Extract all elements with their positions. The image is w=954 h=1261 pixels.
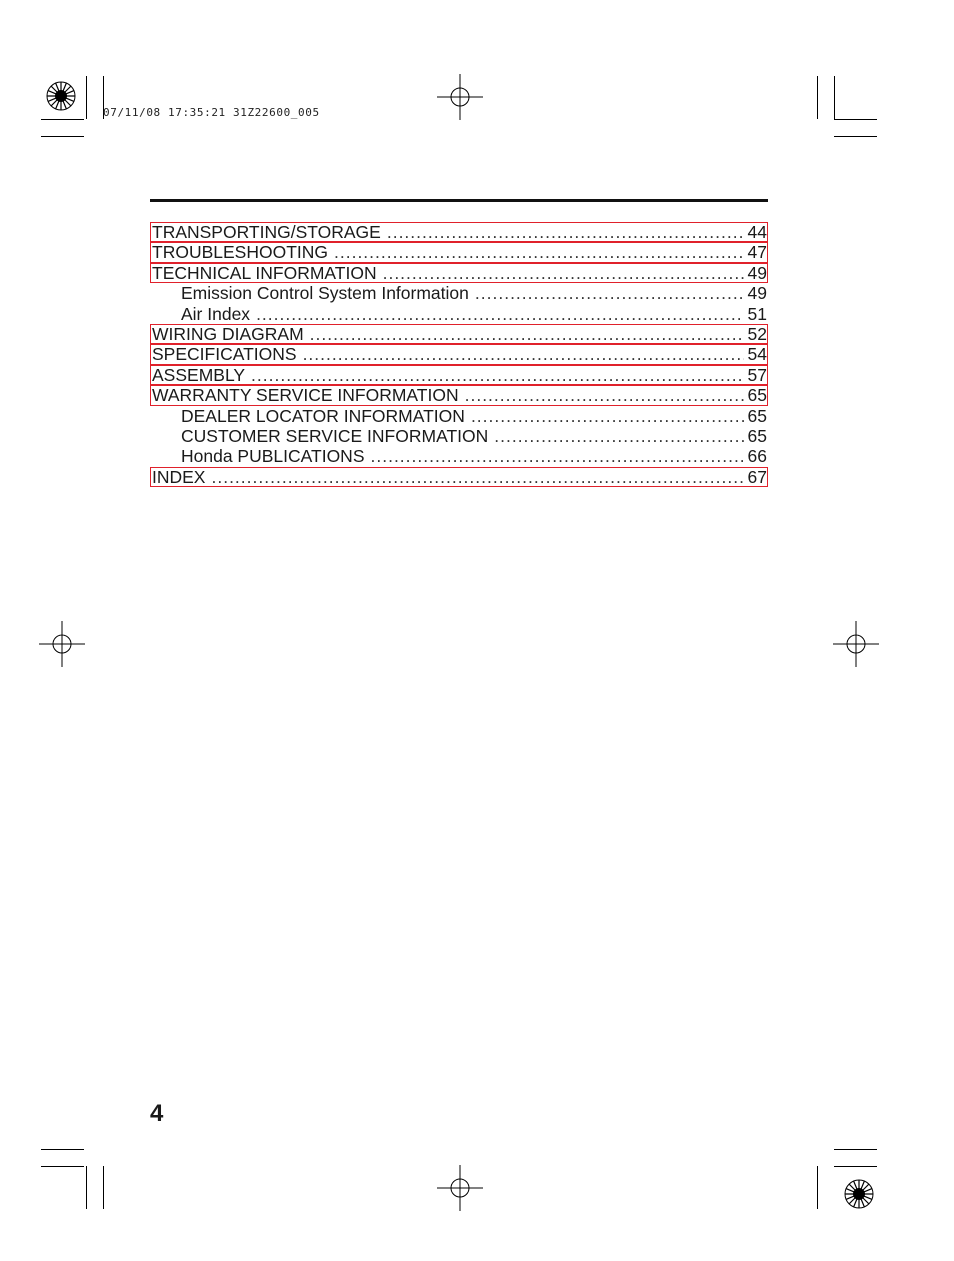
toc-entry-label: Air Index bbox=[181, 303, 251, 324]
toc-entry-page: 65 bbox=[747, 385, 767, 406]
dot-leader bbox=[256, 304, 743, 324]
dot-leader bbox=[387, 222, 744, 242]
toc-subentry bbox=[150, 446, 768, 466]
toc-link[interactable] bbox=[150, 263, 768, 283]
registration-starburst-icon bbox=[839, 1174, 879, 1214]
toc-link[interactable] bbox=[150, 385, 768, 405]
toc-entry-label: TRANSPORTING/STORAGE bbox=[152, 222, 381, 242]
toc-subentry bbox=[150, 426, 768, 446]
crop-mark-line bbox=[817, 76, 818, 119]
toc-link[interactable] bbox=[150, 222, 768, 242]
crop-mark-line bbox=[41, 1166, 84, 1167]
toc-link[interactable] bbox=[150, 467, 768, 487]
table-of-contents bbox=[150, 222, 768, 487]
dot-leader bbox=[371, 446, 744, 466]
toc-entry-label: TECHNICAL INFORMATION bbox=[152, 262, 377, 283]
toc-subentry bbox=[150, 283, 768, 303]
crop-mark-line bbox=[86, 76, 87, 119]
dot-leader bbox=[475, 283, 744, 303]
toc-entry-label: ASSEMBLY bbox=[152, 364, 246, 385]
toc-entry-label: CUSTOMER SERVICE INFORMATION bbox=[181, 425, 489, 446]
crop-mark-line bbox=[103, 1166, 104, 1209]
crop-mark-line bbox=[834, 136, 877, 137]
registration-crosshair-icon bbox=[437, 1165, 483, 1211]
dot-leader bbox=[494, 426, 743, 446]
toc-entry-page: 65 bbox=[747, 405, 767, 426]
toc-link[interactable] bbox=[150, 344, 768, 364]
crop-mark-line bbox=[834, 1166, 877, 1167]
dot-leader bbox=[251, 365, 743, 385]
dot-leader bbox=[471, 406, 744, 426]
toc-subentry bbox=[150, 406, 768, 426]
dot-leader bbox=[310, 324, 744, 344]
toc-entry-label: TROUBLESHOOTING bbox=[152, 242, 328, 263]
toc-entry-label: DEALER LOCATOR INFORMATION bbox=[181, 405, 465, 426]
toc-entry-label: WIRING DIAGRAM bbox=[152, 323, 304, 344]
header-rule bbox=[150, 199, 768, 202]
toc-link[interactable] bbox=[150, 324, 768, 344]
dot-leader bbox=[303, 344, 744, 364]
toc-entry-page: 54 bbox=[747, 344, 767, 365]
toc-link[interactable] bbox=[150, 242, 768, 262]
toc-entry-label: WARRANTY SERVICE INFORMATION bbox=[152, 385, 459, 406]
toc-entry-page: 52 bbox=[747, 323, 767, 344]
dot-leader bbox=[465, 385, 744, 405]
toc-entry-label: Emission Control System Information bbox=[181, 283, 469, 304]
toc-entry-page: 49 bbox=[747, 283, 767, 304]
toc-entry-label: Honda PUBLICATIONS bbox=[181, 446, 365, 467]
toc-entry-page: 51 bbox=[747, 303, 767, 324]
crop-mark-line bbox=[86, 1166, 87, 1209]
dot-leader bbox=[334, 242, 744, 262]
toc-link[interactable] bbox=[150, 365, 768, 385]
toc-entry-label: SPECIFICATIONS bbox=[152, 344, 297, 365]
dot-leader bbox=[211, 467, 743, 487]
toc-entry-page: 65 bbox=[747, 425, 767, 446]
toc-subentry bbox=[150, 304, 768, 324]
page-number: 4 bbox=[150, 1100, 164, 1127]
registration-crosshair-icon bbox=[833, 621, 879, 667]
dot-leader bbox=[383, 263, 744, 283]
toc-entry-label: INDEX bbox=[152, 466, 206, 487]
crop-mark-line bbox=[41, 1149, 84, 1150]
crop-mark-line bbox=[41, 119, 84, 120]
crop-mark-line bbox=[834, 119, 877, 120]
crop-mark-line bbox=[834, 1149, 877, 1150]
toc-entry-page: 44 bbox=[747, 222, 767, 242]
registration-crosshair-icon bbox=[437, 74, 483, 120]
toc-entry-page: 57 bbox=[747, 364, 767, 385]
toc-entry-page: 47 bbox=[747, 242, 767, 263]
crop-mark-line bbox=[817, 1166, 818, 1209]
toc-entry-page: 66 bbox=[747, 446, 767, 467]
toc-entry-page: 49 bbox=[747, 262, 767, 283]
registration-starburst-icon bbox=[41, 76, 81, 116]
toc-entry-page: 67 bbox=[747, 466, 767, 487]
crop-mark-line bbox=[834, 76, 835, 119]
registration-crosshair-icon bbox=[39, 621, 85, 667]
crop-mark-line bbox=[41, 136, 84, 137]
print-stamp: 07/11/08 17:35:21 31Z22600_005 bbox=[103, 106, 320, 119]
